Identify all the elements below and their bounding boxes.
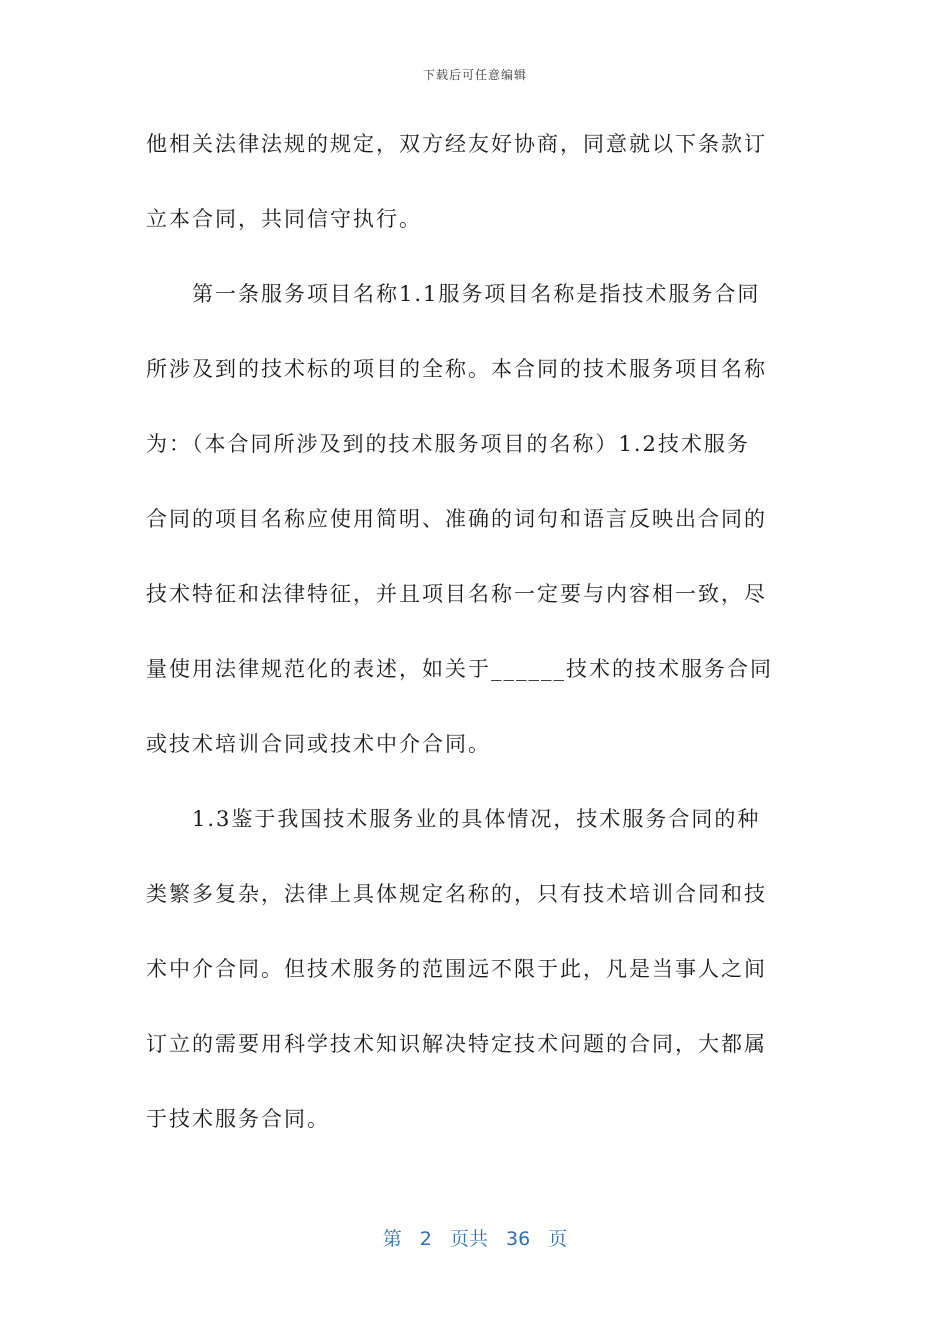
body-line: 为：（本合同所涉及到的技术服务项目的名称）1.2技术服务: [146, 432, 750, 456]
body-line: 术中介合同。但技术服务的范围远不限于此，凡是当事人之间: [146, 957, 767, 981]
body-line: 技术特征和法律特征，并且项目名称一定要与内容相一致，尽: [146, 582, 767, 606]
document-body: [146, 122, 806, 1172]
page-prefix: 第: [382, 1228, 402, 1250]
header-note: 下载后可任意编辑: [422, 68, 527, 82]
page-footer: [0, 1224, 950, 1251]
body-line: 1.3鉴于我国技术服务业的具体情况，技术服务合同的种: [192, 807, 761, 831]
body-line: 立本合同，共同信守执行。: [146, 207, 422, 231]
body-line: 他相关法律法规的规定，双方经友好协商，同意就以下条款订: [146, 132, 767, 156]
page-middle: 页共: [449, 1228, 488, 1250]
body-line: 所涉及到的技术标的项目的全称。本合同的技术服务项目名称: [146, 357, 767, 381]
body-line: 第一条服务项目名称1.1服务项目名称是指技术服务合同: [192, 282, 761, 306]
body-line: 量使用法律规范化的表述，如关于______技术的技术服务合同: [146, 657, 773, 681]
body-line: 合同的项目名称应使用简明、准确的词句和语言反映出合同的: [146, 507, 767, 531]
page-number: 2: [419, 1228, 432, 1250]
total-pages: 36: [506, 1228, 531, 1250]
body-line: 或技术培训合同或技术中介合同。: [146, 732, 491, 756]
body-line: 订立的需要用科学技术知识解决特定技术问题的合同，大都属: [146, 1032, 767, 1056]
body-line: 于技术服务合同。: [146, 1107, 330, 1131]
body-line: 类繁多复杂，法律上具体规定名称的，只有技术培训合同和技: [146, 882, 767, 906]
page-suffix: 页: [548, 1228, 568, 1250]
